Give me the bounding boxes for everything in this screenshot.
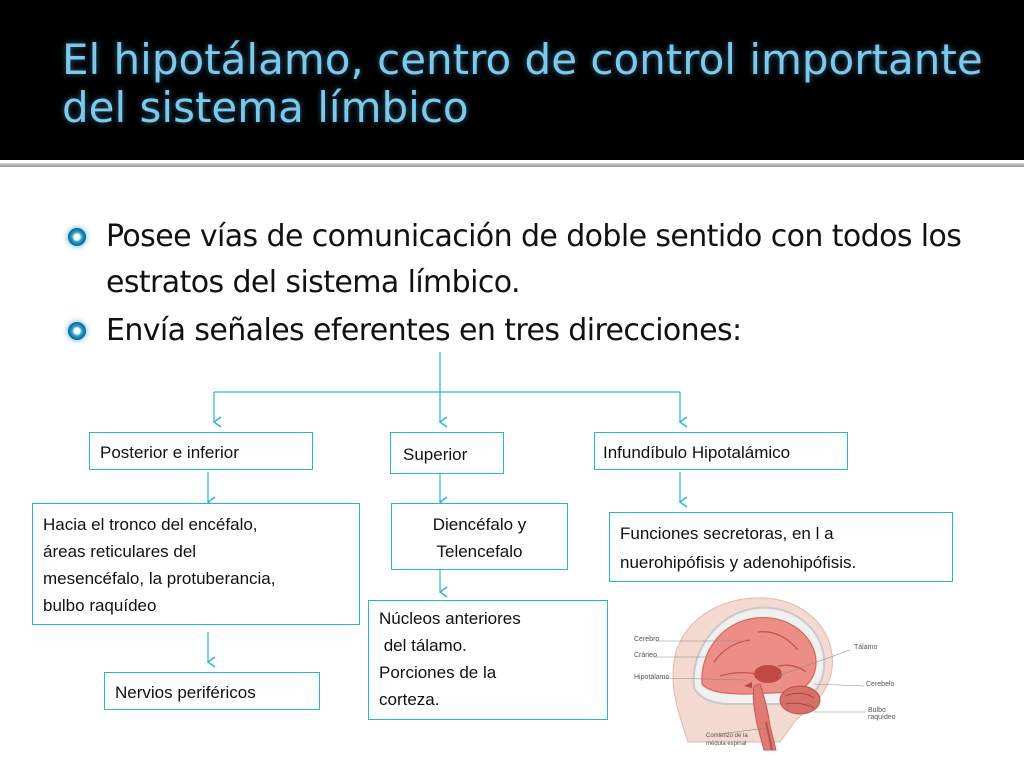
label-medula-espinal [706, 732, 748, 748]
box-superior [390, 432, 504, 474]
box-line: corteza. [379, 690, 440, 709]
box-posterior-inferior [89, 432, 313, 470]
cerebellum-shape [780, 686, 820, 714]
box-infundibulo [594, 432, 848, 470]
box-funciones-secretoras [609, 512, 953, 582]
bullet-text: Envía señales eferentes en tres direcciones: [106, 313, 742, 348]
box-diencefalo [391, 503, 568, 570]
box-label: Superior [403, 445, 468, 464]
box-line: Diencéfalo y [432, 515, 527, 534]
box-tronco-encefalo [32, 503, 360, 625]
box-line: áreas reticulares del [43, 542, 197, 561]
label-craneo: Cráneo [634, 652, 657, 659]
label-talamo: Tálamo [854, 644, 878, 651]
box-line: nuerohipófisis y adenohipófisis. [620, 553, 857, 572]
box-line: bulbo raquídeo [43, 596, 157, 615]
thalamus-shape [754, 665, 782, 683]
box-line: Telencefalo [436, 542, 523, 561]
label-cerebro: Cerebro [634, 636, 660, 643]
slide-title: El hipotálamo, centro de control importante del sistema límbico [62, 35, 983, 132]
label-cerebelo: Cerebelo [866, 681, 895, 688]
label-line: Comienzo de la [706, 733, 748, 739]
brain-figure-svg [628, 592, 898, 752]
label-line: médula espinal [706, 741, 747, 747]
box-line: Porciones de la [379, 663, 497, 682]
box-label: Nervios periféricos [115, 683, 256, 702]
box-line: del tálamo. [379, 636, 467, 655]
box-line: Funciones secretoras, en l a [620, 524, 834, 543]
bullet-text: Posee vías de comunicación de doble sentido con todos los estratos del sistema límbico. [106, 219, 962, 300]
box-line: mesencéfalo, la protuberancia, [43, 569, 276, 588]
box-nucleos-anteriores [368, 600, 608, 720]
box-nervios-perifericos [104, 672, 320, 710]
label-bulbo-raquideo: Bulbo raquídeo [868, 707, 896, 721]
box-line: Hacia el tronco del encéfalo, [43, 515, 258, 534]
box-label: Posterior e inferior [100, 443, 239, 462]
box-line: Núcleos anteriores [379, 609, 521, 628]
box-label: Infundíbulo Hipotalámico [603, 443, 791, 462]
label-hipotalamo: Hipotálamo [634, 674, 670, 681]
brain-illustration [628, 592, 898, 752]
